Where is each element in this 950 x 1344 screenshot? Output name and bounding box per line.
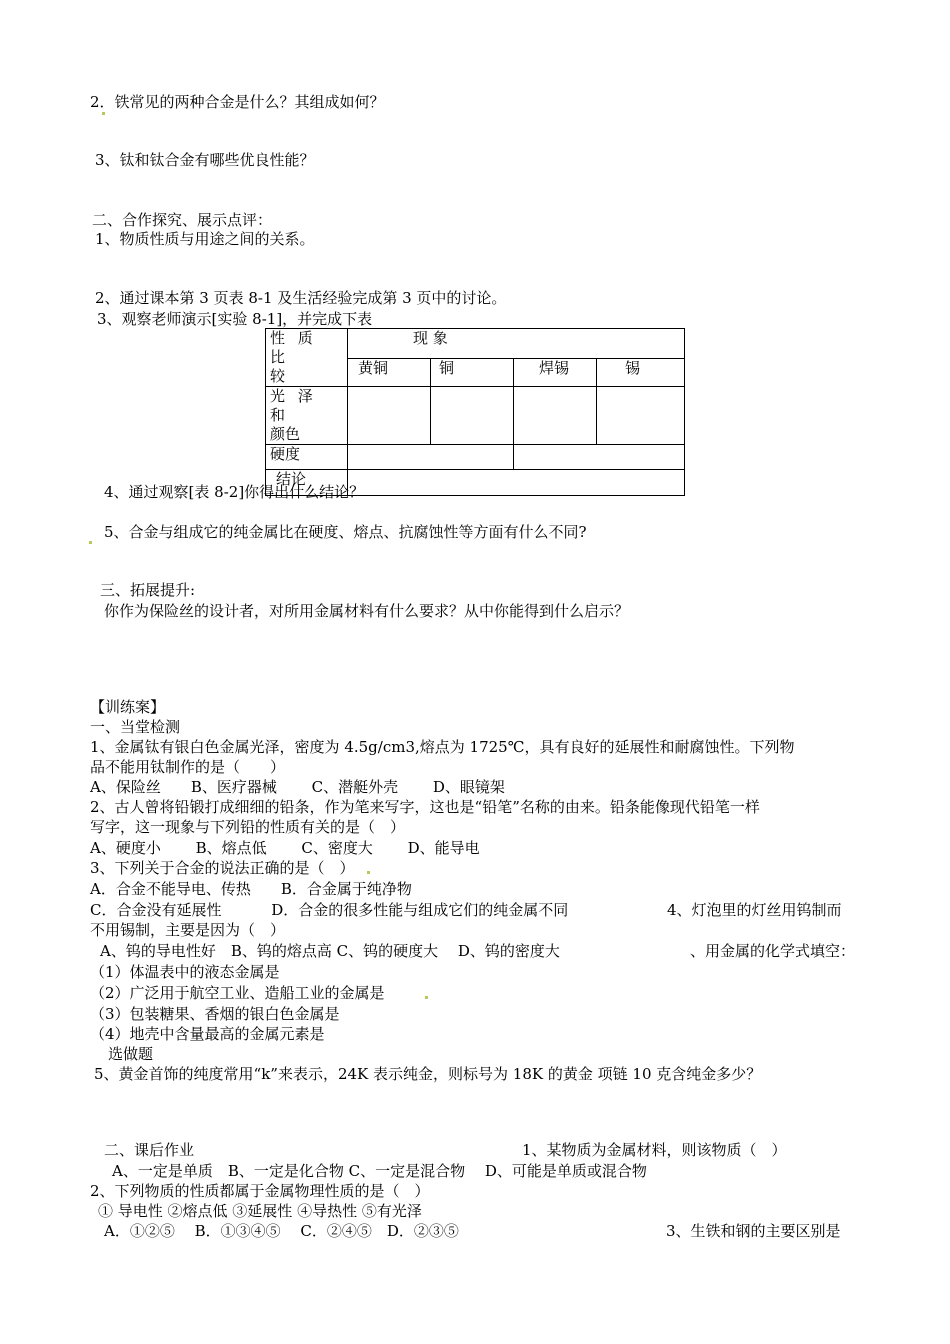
- training-fill-title: 、用金属的化学式填空：: [690, 942, 856, 960]
- training-title: 【训练案】: [90, 698, 166, 716]
- training-q2-line-a: 2、古人曾将铅锻打成细细的铅条，作为笔来写字，这也是“铅笔”名称的由来。铅条能像现代铅笔一样: [90, 798, 760, 816]
- homework-q2-items: ① 导电性 ②熔点低 ③延展性 ④导热性 ⑤有光泽: [98, 1202, 422, 1220]
- table-col-copper: 铜: [431, 358, 514, 386]
- ink-mark: [425, 996, 428, 999]
- training-fill-1: （1）体温表中的液态金属是: [90, 963, 280, 981]
- table-row-luster: 光 泽 和 颜色: [266, 387, 348, 445]
- section-2-item-3: 3、观察老师演示[实验 8-1]，并完成下表: [97, 310, 373, 328]
- section-2-title: 二、合作探究、展示点评：: [92, 211, 273, 229]
- homework-q2: 2、下列物质的性质都属于金属物理性质的是（ ）: [90, 1182, 430, 1200]
- observation-table: [265, 328, 685, 496]
- ink-mark: [102, 112, 105, 115]
- table-cell: [348, 470, 685, 496]
- homework-title: 二、课后作业: [104, 1141, 195, 1159]
- homework-q1-options: A、一定是单质 B、一定是化合物 C、一定是混合物 D、可能是单质或混合物: [112, 1162, 647, 1180]
- table-cell: [597, 387, 685, 445]
- table-cell: [431, 387, 514, 445]
- table-col-tin: 锡: [597, 358, 685, 386]
- homework-q1: 1、某物质为金属材料，则该物质（ ）: [522, 1141, 787, 1159]
- training-q2-line-b: 写字，这一现象与下列铅的性质有关的是（ ）: [90, 818, 406, 836]
- section-3-title: 三、拓展提升:: [100, 581, 196, 599]
- training-q1-options: A、保险丝 B、医疗器械 C、潜艇外壳 D、眼镜架: [90, 778, 505, 796]
- section-2-item-2: 2、通过课本第 3 页表 8-1 及生活经验完成第 3 页中的讨论。: [95, 289, 507, 307]
- table-head-phenomenon: 现 象: [348, 329, 685, 359]
- ink-mark: [89, 541, 92, 544]
- training-optional-label: 选做题: [108, 1045, 154, 1063]
- table-cell: [514, 387, 597, 445]
- question-2-alloys: 2．铁常见的两种合金是什么？其组成如何？: [90, 93, 385, 111]
- table-col-solder: 焊锡: [514, 358, 597, 386]
- training-q4-line-b: 不用锡制，主要是因为（ ）: [90, 921, 286, 939]
- training-q5: 5、黄金首饰的纯度常用“k”来表示，24K 表示纯金，则标号为 18K 的黄金 项链 10 克含纯金多少？: [94, 1065, 762, 1083]
- table-col-brass: 黄铜: [348, 358, 431, 386]
- training-q3-options-c: C．合金没有延展性 D．合金的很多性能与组成它们的纯金属不同: [90, 901, 569, 919]
- training-q1-line-b: 品不能用钛制作的是（ ）: [90, 758, 286, 776]
- section-3-text: 你作为保险丝的设计者，对所用金属材料有什么要求？从中你能得到什么启示？: [104, 602, 630, 620]
- table-row-hardness: 硬度: [266, 445, 348, 470]
- table-head-property: 性 质 比 较: [266, 329, 348, 387]
- table-cell: [348, 445, 514, 470]
- question-3-titanium: 3、钛和钛合金有哪些优良性能？: [95, 151, 315, 169]
- homework-q2-options: A．①②⑤ B．①③④⑤ C．②④⑤ D．②③⑤: [104, 1222, 459, 1240]
- training-q1-line-a: 1、金属钛有银白色金属光泽，密度为 4.5g/cm3,熔点为 1725℃，具有良好的延展性和耐腐蚀性。下列物: [90, 738, 795, 756]
- training-q2-options: A、硬度小 B、熔点低 C、密度大 D、能导电: [90, 839, 480, 857]
- training-fill-2: （2）广泛用于航空工业、造船工业的金属是: [90, 984, 385, 1002]
- training-q3-options-a: A．合金不能导电、传热 B．合金属于纯净物: [90, 880, 412, 898]
- training-q4-options: A、钨的导电性好 B、钨的熔点高 C、钨的硬度大 D、钨的密度大: [100, 942, 560, 960]
- section-2-item-1: 1、物质性质与用途之间的关系。: [95, 230, 315, 248]
- training-fill-4: （4）地壳中含量最高的金属元素是: [90, 1025, 325, 1043]
- training-q4-line-a: 4、灯泡里的灯丝用钨制而: [667, 901, 842, 919]
- section-2-item-4: 4、通过观察[表 8-2]你得出什么结论？: [104, 483, 365, 501]
- table-row-conclusion: 结论: [266, 470, 348, 496]
- homework-q3: 3、生铁和钢的主要区别是: [666, 1222, 841, 1240]
- training-section-1-title: 一、当堂检测: [90, 718, 181, 736]
- table-cell: [348, 387, 431, 445]
- section-2-item-5: 5、合金与组成它的纯金属比在硬度、熔点、抗腐蚀性等方面有什么不同?: [104, 523, 587, 541]
- training-fill-3: （3）包装糖果、香烟的银白色金属是: [90, 1005, 340, 1023]
- table-cell: [514, 445, 685, 470]
- ink-mark: [367, 871, 370, 874]
- training-q3: 3、下列关于合金的说法正确的是（ ）: [90, 859, 355, 877]
